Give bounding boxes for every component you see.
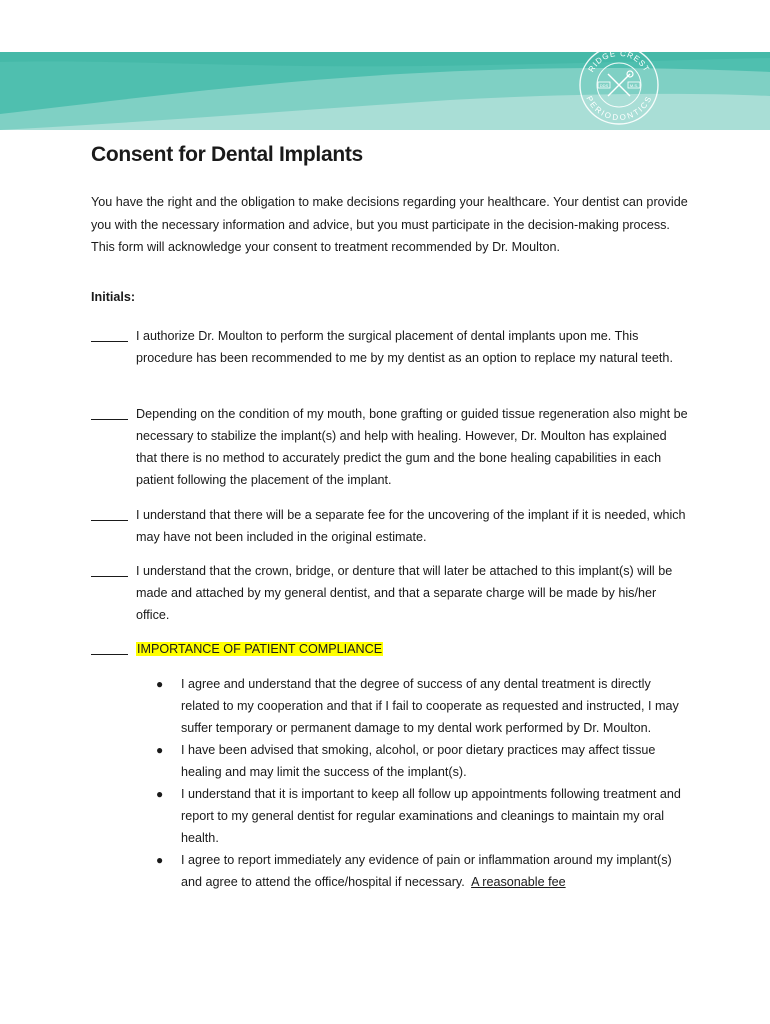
consent-item [91, 560, 691, 626]
consent-item [91, 504, 691, 548]
logo-bottom-text: PERIODONTICS [584, 94, 654, 123]
consent-item [91, 325, 691, 369]
intro-paragraph: You have the right and the obligation to make decisions regarding your healthcare. Your dentist can provide you with the necessary information and advice, but you must participate in the decision-making process. This form will acknowledge your consent to treatment recommended by Dr. Moulton. [91, 195, 688, 254]
reasonable-fee-text: A reasonable fee [471, 875, 566, 889]
logo-emblem-icon [578, 44, 660, 126]
svg-text:PERIODONTICS [584, 95, 653, 123]
initials-blank[interactable] [91, 403, 128, 420]
logo-left-badge: DDS [599, 83, 609, 88]
consent-item [91, 403, 691, 491]
compliance-list [150, 673, 690, 893]
bullet-icon: ● [156, 853, 164, 867]
page-title: Consent for Dental Implants [91, 143, 363, 166]
list-item: ● I agree and understand that the degree of success of any dental treatment is directly related to my cooperation and that if I fail to cooperate as requested and instructed, I may suffer temporary or permanent damage to my dental work performed by Dr. Moulton. [150, 673, 690, 739]
list-item: ● I understand that it is important to keep all follow up appointments following treatment and report to my general dentist for regular examinations and cleanings to maintain my oral health. [150, 783, 690, 849]
initials-blank[interactable] [91, 638, 128, 655]
initials-label: Initials: [91, 290, 136, 304]
list-item: ● I have been advised that smoking, alcohol, or poor dietary practices may affect tissue healing and may limit the success of the implant(s). [150, 739, 690, 783]
logo-right-badge: M.S. [629, 83, 639, 88]
consent-item-text: I understand that the crown, bridge, or denture that will later be attached to this implant(s) will be made and attached by my general dentist, and that a separate charge will be made by his/her office. [136, 564, 673, 622]
initials-blank[interactable] [91, 504, 128, 521]
list-item: ● I agree to report immediately any evidence of pain or inflammation around my implant(s) and agree to attend the office/hospital if necessary. A reasonable fee [150, 849, 690, 893]
logo-top-text: RIDGE CREST [586, 48, 652, 74]
bullet-icon: ● [156, 787, 164, 801]
practice-logo [578, 44, 660, 126]
consent-item-text: I authorize Dr. Moulton to perform the surgical placement of dental implants upon me. This procedure has been recommended to me by my dentist as an option to replace my natural teeth. [136, 329, 673, 365]
initials-blank[interactable] [91, 325, 128, 342]
consent-item [91, 638, 691, 660]
initials-blank[interactable] [91, 560, 128, 577]
consent-item-text: Depending on the condition of my mouth, bone grafting or guided tissue regeneration also might be necessary to stabilize the implant(s) and help with healing. However, Dr. Moulton has explained that there is no method to accurately predict the gum and the bone healing capabilities in each patient following the placement of the implant. [136, 407, 688, 487]
bullet-icon: ● [156, 677, 164, 691]
compliance-heading: IMPORTANCE OF PATIENT COMPLIANCE [137, 642, 383, 656]
bullet-icon: ● [156, 743, 164, 757]
consent-item-text: I understand that there will be a separate fee for the uncovering of the implant if it is needed, which may have not been included in the original estimate. [136, 508, 686, 544]
